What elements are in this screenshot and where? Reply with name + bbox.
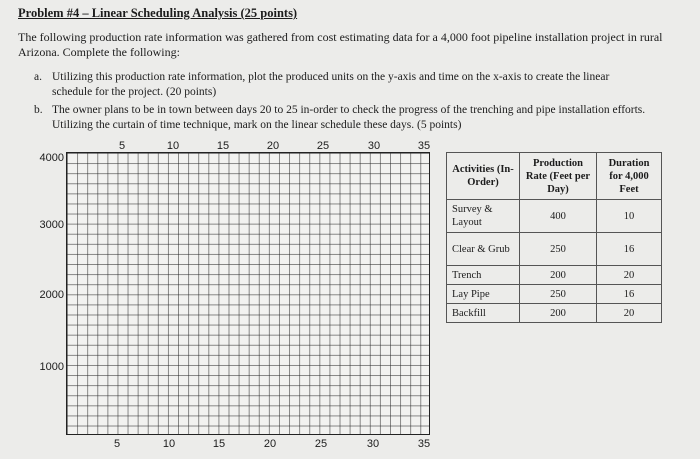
y-tick: 1000 (39, 361, 64, 373)
cell-rate: 250 (520, 233, 597, 266)
cell-rate: 250 (520, 285, 597, 304)
x-tick-top: 30 (367, 140, 381, 152)
linear-schedule-grid[interactable] (66, 152, 430, 435)
table-row (447, 285, 662, 304)
col-production-rate: Production Rate (Feet per Day) (520, 153, 597, 200)
y-tick: 3000 (39, 219, 64, 231)
table-row (447, 233, 662, 266)
table-row (447, 200, 662, 233)
y-tick: 4000 (39, 152, 64, 164)
cell-rate: 400 (520, 200, 597, 233)
y-tick: 2000 (39, 289, 64, 301)
question-b-marker: b. (34, 104, 43, 116)
x-tick-bottom: 5 (113, 438, 121, 450)
table-header-row (447, 153, 662, 200)
x-tick-top: 10 (166, 140, 180, 152)
cell-activity: Backfill (447, 304, 520, 323)
cell-duration: 16 (597, 285, 662, 304)
cell-activity: Trench (447, 266, 520, 285)
x-tick-top: 15 (216, 140, 230, 152)
table-row (447, 266, 662, 285)
x-tick-bottom: 25 (314, 438, 328, 450)
question-b-text: The owner plans to be in town between days 20 to 25 in-order to check the progress of the trenching and pipe installation efforts. Utilizing the curtain of time technique, mark on the linear schedule these days. (5 points) (52, 104, 646, 131)
col-activities: Activities (In-Order) (447, 153, 520, 200)
cell-duration: 10 (597, 200, 662, 233)
x-tick-bottom: 20 (263, 438, 277, 450)
cell-duration: 20 (597, 266, 662, 285)
x-tick-bottom: 15 (212, 438, 226, 450)
cell-rate: 200 (520, 266, 597, 285)
cell-duration: 16 (597, 233, 662, 266)
question-a-marker: a. (34, 71, 42, 83)
cell-activity: Clear & Grub (447, 233, 520, 266)
question-a-text: Utilizing this production rate information, plot the produced units on the y-axis and time on the x-axis to create the linear schedule for the project. (20 points) (52, 71, 610, 98)
problem-intro: The following production rate information was gathered from cost estimating data for a 4,000 foot pipeline installation project in rural Arizona. Complete the following: (18, 30, 663, 59)
x-tick-top: 35 (417, 140, 431, 152)
x-tick-bottom: 30 (366, 438, 380, 450)
col-duration: Duration for 4,000 Feet (597, 153, 662, 200)
x-tick-top: 5 (118, 140, 126, 152)
question-b (34, 103, 652, 133)
cell-activity: Lay Pipe (447, 285, 520, 304)
x-tick-top: 25 (316, 140, 330, 152)
cell-activity: Survey & Layout (447, 200, 520, 233)
cell-rate: 200 (520, 304, 597, 323)
production-rate-table (446, 152, 662, 323)
x-tick-bottom: 10 (162, 438, 176, 450)
table-row (447, 304, 662, 323)
cell-duration: 20 (597, 304, 662, 323)
x-tick-bottom: 35 (417, 438, 431, 450)
problem-title: Problem #4 – Linear Scheduling Analysis (25 points) (18, 6, 298, 20)
question-a (34, 70, 652, 100)
x-tick-top: 20 (266, 140, 280, 152)
